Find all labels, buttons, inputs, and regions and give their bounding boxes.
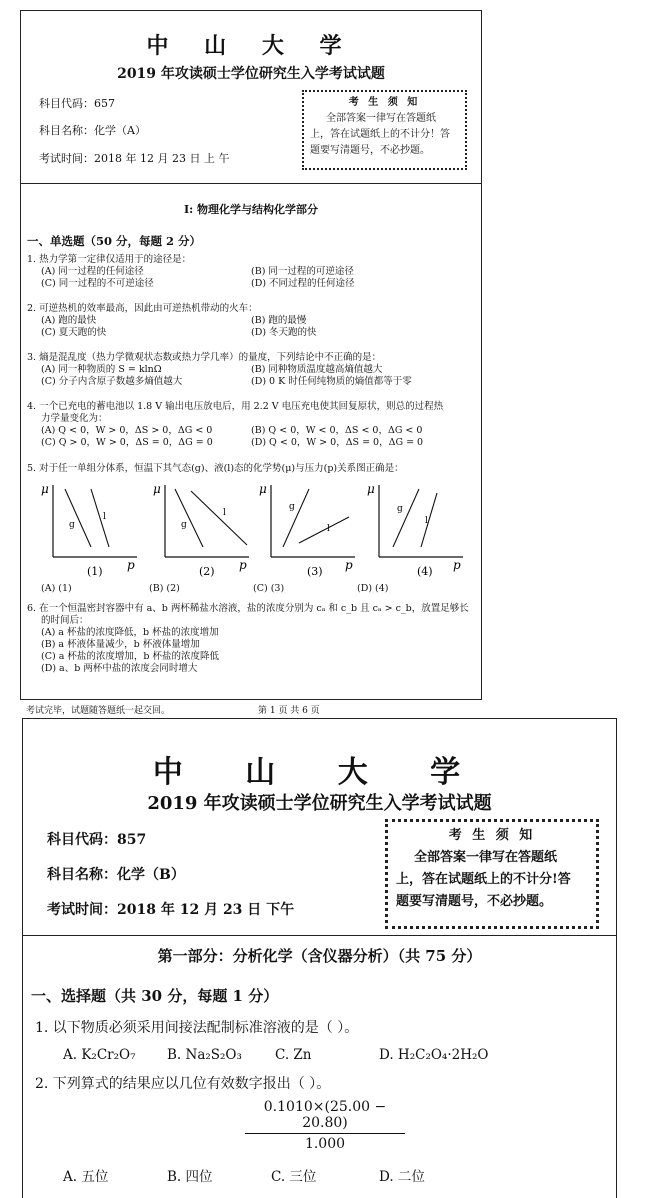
question-2-options [63, 1165, 425, 1185]
exam-page-2 [22, 718, 617, 1198]
option: C. 三位 [271, 1169, 317, 1185]
divider [21, 183, 481, 184]
option: (B) a 杯液体量减少，b 杯液体量增加 [41, 639, 200, 650]
question-1-stem: 1. 以下物质必须采用间接法配制标准溶液的是（ ）。 [35, 1020, 359, 1036]
question-5-options [27, 583, 479, 595]
question-stem-continued: 力学量变化为： [41, 413, 108, 424]
divider [23, 935, 616, 936]
notice-line: 全部答案一律写在答题纸 [414, 850, 558, 865]
option: (C) 夏天跑的快 [41, 327, 107, 338]
graph-number: (3) [307, 565, 323, 578]
fraction-denominator: 1.000 [304, 1136, 346, 1152]
option: (D) a、b 两杯中盐的浓度会同时增大 [41, 663, 198, 674]
x-axis-label: p [345, 558, 353, 572]
question-1-options [63, 1047, 488, 1063]
y-axis-label: μ [41, 482, 49, 496]
candidate-notice [385, 819, 599, 929]
option: (A) 同一过程的任何途径 [41, 266, 144, 277]
option: (B) 跑的最慢 [251, 315, 307, 326]
option: A. 五位 [63, 1169, 109, 1185]
candidate-notice [302, 90, 467, 170]
subject-name: 科目名称：化学（B） [47, 867, 185, 883]
y-axis-label: μ [367, 482, 375, 496]
liquid-label: l [223, 508, 226, 518]
liquid-line [299, 517, 349, 543]
notice-line: 题要写清题号，不必抄题。 [396, 894, 553, 909]
liquid-line [421, 493, 437, 547]
gas-line [393, 489, 419, 547]
question-4 [27, 401, 479, 449]
option: (A) 跑的最快 [41, 315, 97, 326]
gas-line [65, 489, 91, 547]
option: C. Zn [275, 1047, 312, 1063]
option: (A) 同一种物质的 S = klnΩ [41, 364, 162, 375]
option: (D) 0 K 时任何纯物质的熵值都等于零 [251, 376, 412, 387]
option: (A) Q < 0，W > 0，ΔS > 0，ΔG < 0 [41, 425, 213, 436]
option: (D) (4) [357, 583, 389, 594]
liquid-label: l [327, 524, 330, 534]
question-5 [27, 463, 479, 475]
notice-heading: 考 生 须 知 [448, 828, 536, 843]
section-title: 一、单选题（50 分，每题 2 分） [27, 234, 202, 248]
option: (B) (2) [149, 583, 180, 594]
option: (D) 不同过程的任何途径 [251, 278, 355, 289]
option: (C) 同一过程的不可逆途径 [41, 278, 154, 289]
subject-code: 科目代码：857 [47, 832, 147, 848]
part-title: I: 物理化学与结构化学部分 [183, 203, 319, 216]
question-stem: 1. 热力学第一定律仅适用于的途径是： [27, 254, 192, 265]
mu-p-graphs [27, 477, 477, 581]
question-2 [27, 303, 479, 339]
option: (D) 冬天跑的快 [251, 327, 317, 338]
y-axis-label: μ [259, 482, 267, 496]
liquid-label: l [103, 512, 106, 522]
exam-time: 考试时间：2018 年 12 月 23 日 上 午 [39, 152, 230, 165]
option: B. Na₂S₂O₃ [167, 1047, 242, 1063]
notice-line: 题要写清题号，不必抄题。 [310, 145, 430, 156]
subject-name: 科目名称：化学（A） [39, 124, 146, 137]
y-axis-label: μ [153, 482, 161, 496]
option: A. K₂Cr₂O₇ [63, 1047, 136, 1063]
option: (C) Q > 0，W > 0，ΔS = 0，ΔG = 0 [41, 437, 213, 448]
option: B. 四位 [167, 1169, 213, 1185]
page-number: 第 1 页 共 6 页 [258, 706, 320, 716]
gas-label: g [397, 504, 403, 514]
fraction-bar [245, 1133, 405, 1134]
notice-line: 上，答在试题纸上的不计分!答 [396, 872, 571, 887]
graph-2 [153, 482, 249, 578]
option: (C) 分子内含原子数越多熵值越大 [41, 376, 183, 387]
question-stem: 2. 可逆热机的效率最高，因此由可逆热机带动的火车： [27, 303, 258, 314]
university-name: 中 山 大 学 [152, 755, 487, 790]
option: (B) Q < 0，W < 0，ΔS < 0，ΔG < 0 [251, 425, 423, 436]
fraction-numerator: 0.1010×(25.00 − 20.80) [263, 1099, 387, 1131]
option: (B) 同一过程的可逆途径 [251, 266, 354, 277]
exam-title: 2019 年攻读硕士学位研究生入学考试试题 [117, 66, 385, 82]
liquid-label: l [425, 516, 428, 526]
footer-note: 考试完毕，试题随答题纸一起交回。 [26, 706, 171, 716]
question-stem: 6. 在一个恒温密封容器中有 a、b 两杯稀盐水溶液，盐的浓度分别为 cₐ 和 c_b 且 cₐ > c_b，放置足够长 [27, 603, 469, 614]
fraction-expression [245, 1099, 405, 1152]
option: (D) Q < 0，W > 0，ΔS = 0，ΔG = 0 [251, 437, 424, 448]
gas-line [175, 489, 203, 547]
gas-label: g [181, 520, 187, 530]
liquid-line [191, 491, 247, 545]
notice-line: 上，答在试题纸上的不计分！答 [310, 129, 450, 140]
question-3 [27, 352, 479, 388]
x-axis-label: p [239, 558, 247, 572]
question-stem: 3. 熵是混乱度（热力学微观状态数或热力学几率）的量度，下列结论中不正确的是： [27, 352, 382, 363]
option: (A) a 杯盐的浓度降低，b 杯盐的浓度增加 [41, 627, 219, 638]
notice-heading: 考 生 须 知 [348, 97, 421, 108]
exam-time: 考试时间：2018 年 12 月 23 日 下午 [47, 902, 295, 918]
graph-number: (1) [87, 565, 103, 578]
exam-title: 2019 年攻读硕士学位研究生入学考试试题 [147, 793, 492, 814]
option: (C) (3) [253, 583, 285, 594]
graph-number: (4) [417, 565, 433, 578]
graph-1 [41, 482, 137, 578]
part-title: 第一部分：分析化学（含仪器分析）（共 75 分） [157, 947, 482, 965]
university-name: 中 山 大 学 [146, 33, 356, 59]
graph-number: (2) [199, 565, 215, 578]
graph-3 [259, 482, 355, 578]
notice-line: 全部答案一律写在答题纸 [326, 113, 436, 124]
liquid-line [91, 489, 109, 547]
question-stem: 4. 一个已充电的蓄电池以 1.8 V 输出电压放电后，用 2.2 V 电压充电使其回复原状，则总的过程热 [27, 401, 444, 412]
x-axis-label: p [453, 558, 461, 572]
question-1 [27, 254, 479, 290]
question-stem-continued: 的时间后： [41, 615, 89, 626]
exam-page-1 [20, 10, 482, 700]
graph-4 [367, 482, 463, 578]
option: (B) 同种物质温度越高熵值越大 [251, 364, 383, 375]
subject-code: 科目代码：657 [39, 97, 115, 110]
option: (A) (1) [41, 583, 72, 594]
question-2-stem: 2. 下列算式的结果应以几位有效数字报出（ ）。 [35, 1076, 331, 1092]
option: (C) a 杯盐的浓度增加，b 杯盐的浓度降低 [41, 651, 219, 662]
gas-line [283, 489, 309, 547]
option: D. 二位 [379, 1169, 425, 1185]
option: D. H₂C₂O₄·2H₂O [379, 1047, 489, 1063]
x-axis-label: p [127, 558, 135, 572]
gas-label: g [289, 502, 295, 512]
gas-label: g [69, 520, 75, 530]
question-stem: 5. 对于任一单组分体系，恒温下其气态(g)、液(l)态的化学势(μ)与压力(p)关系图正确是： [27, 463, 404, 474]
question-6 [27, 603, 479, 675]
section-title: 一、选择题（共 30 分，每题 1 分） [31, 987, 279, 1005]
